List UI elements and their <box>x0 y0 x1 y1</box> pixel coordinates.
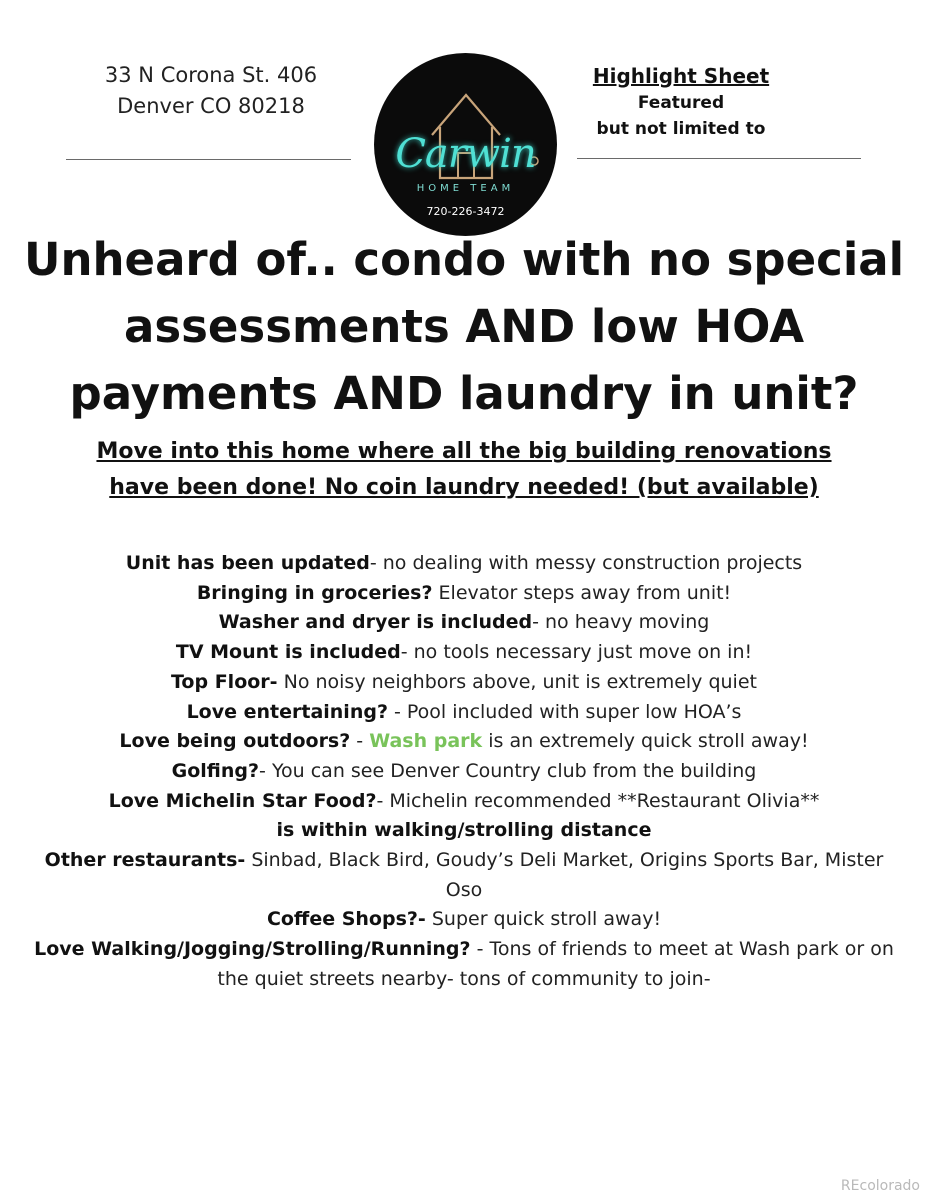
headline <box>20 226 908 427</box>
wash-park-highlight: Wash park <box>369 730 483 753</box>
address-line-2: Denver CO 80218 <box>117 94 305 118</box>
headline-line-2: assessments AND low HOA <box>123 300 805 353</box>
feature-line: Bringing in groceries? Elevator steps away from unit! <box>196 581 732 604</box>
highlight-sub-1: Featured <box>637 93 725 113</box>
highlight-sub-2: but not limited to <box>596 119 766 139</box>
feature-line: Love entertaining? - Pool included with super low HOA’s <box>186 700 742 723</box>
subhead-line-1: Move into this home where all the big building renovations <box>96 439 832 464</box>
subheadline <box>60 434 868 506</box>
feature-line: the quiet streets nearby- tons of community to join- <box>217 967 711 990</box>
logo-script-text: Carwin <box>395 131 536 177</box>
feature-line: Love being outdoors? - Wash park is an extremely quick stroll away! <box>119 730 809 753</box>
address-line-1: 33 N Corona St. 406 <box>104 63 318 87</box>
feature-line: TV Mount is included- no tools necessary just move on in! <box>175 641 753 664</box>
property-address <box>66 60 356 122</box>
feature-line: is within walking/strolling distance <box>276 819 652 842</box>
subhead-line-2: have been done! No coin laundry needed! (but available) <box>109 475 819 500</box>
headline-line-3: payments AND laundry in unit? <box>69 367 859 420</box>
headline-line-1: Unheard of.. condo with no special <box>23 233 905 286</box>
feature-line: Top Floor- No noisy neighbors above, unit is extremely quiet <box>171 670 757 693</box>
right-divider <box>577 158 861 159</box>
feature-line: Coffee Shops?- Super quick stroll away! <box>266 908 662 931</box>
carwin-home-team-logo <box>374 53 557 236</box>
logo-phone: 720-226-3472 <box>426 205 505 218</box>
feature-line: Love Walking/Jogging/Strolling/Running? - Tons of friends to meet at Wash park or on <box>34 938 894 961</box>
highlight-block <box>566 62 796 142</box>
feature-line: Golfing?- You can see Denver Country club from the building <box>171 759 757 782</box>
highlight-title: Highlight Sheet <box>592 64 770 88</box>
feature-line: Love Michelin Star Food?- Michelin recommended **Restaurant Olivia** <box>108 789 820 812</box>
feature-list <box>18 549 910 995</box>
feature-line: Oso <box>445 878 483 901</box>
left-divider <box>66 159 351 160</box>
feature-line: Unit has been updated- no dealing with messy construction projects <box>125 552 803 574</box>
recolorado-watermark: REcolorado <box>840 1178 920 1194</box>
logo-team-text: HOME TEAM <box>416 183 515 194</box>
feature-line: Other restaurants- Sinbad, Black Bird, Goudy’s Deli Market, Origins Sports Bar, Mister <box>44 849 884 872</box>
feature-line: Washer and dryer is included- no heavy moving <box>218 611 710 634</box>
